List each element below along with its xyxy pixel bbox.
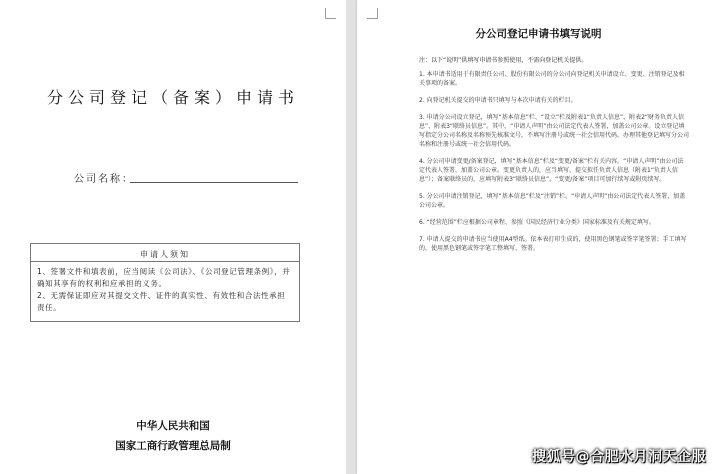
instruction-item: 2. 向登记机关提交的申请书只填写与本次申请有关的栏目。 bbox=[419, 97, 577, 104]
notice-list bbox=[37, 266, 293, 314]
instructions-list bbox=[419, 70, 689, 261]
applicant-notice-box bbox=[30, 243, 300, 322]
source-watermark: 搜狐号@合肥水月洞天企服 bbox=[532, 449, 706, 465]
document-title: 分公司登记（备案）申请书 bbox=[46, 88, 299, 107]
instruction-item: 6. “经营范围”栏应根据公司章程、参照《国民经济行业分类》国家标准及有关规定填写。 bbox=[419, 219, 655, 226]
notice-title: 申请人须知 bbox=[140, 250, 190, 259]
instruction-item: 3. 申请分公司设立登记，填写“基本信息”栏、“设立”栏及附表1“负责人信息”、附表2“财务负责人信息”、附表3“联络员信息”。其中，“申请人声明”由公司法定代表人签署，加盖公司公章。设立登记填写指定分公司名称及名称预先核准文号，不填写注册号或统一社会信用代码。办理其他登记填写分公司名称和注册号或统一社会信用代码。 bbox=[419, 114, 690, 148]
page-corner-mark bbox=[367, 8, 378, 19]
company-name-field[interactable] bbox=[130, 182, 298, 183]
instructions-page bbox=[357, 0, 720, 474]
issuer-country: 中华人民共和国 bbox=[136, 420, 210, 432]
notice-divider bbox=[31, 261, 299, 262]
instructions-title: 分公司登记申请书填写说明 bbox=[475, 28, 602, 40]
page-corner-mark bbox=[325, 8, 336, 19]
instructions-note: 注：以下“说明”供填写申请书参照使用，不需向登记机关提供。 bbox=[419, 57, 588, 64]
page-gap bbox=[346, 0, 357, 474]
instruction-item: 1. 本申请书适用于有限责任公司、股份有限公司的分公司向登记机关申请设立、变更、注销登记及相关事项的备案。 bbox=[419, 71, 685, 87]
issuer-authority: 国家工商行政管理总局制 bbox=[115, 440, 231, 452]
notice-item: 1、签署文件和填表前，应当阅读《公司法》、《公司登记管理条例》，并确知其享有的权利和应承担的义务。 bbox=[37, 267, 291, 288]
instruction-item: 7. 申请人提交的申请书应当使用A4型纸。依本表打印生成的，使用黑色钢笔或签字笔签署；手工填写的，使用黑色钢笔或签字笔工整填写、签署。 bbox=[419, 236, 687, 252]
notice-item: 2、无需保证即应对其提交文件、证件的真实性、有效性和合法性承担责任。 bbox=[37, 291, 286, 312]
instruction-item: 4. 分公司申请变更/备案登记，填写“基本信息”栏及“变更/备案”栏有关内容。“申请人声明”由公司法定代表人签署，加盖公司公章。变更负责人的，应当填写、提交拟任负责人信息（附表1“负责人信息”）；备案联络员的，应填写附表3“联络员信息”。“变更/备案”项目可加行续写或附页续写。 bbox=[419, 158, 684, 183]
form-cover-page bbox=[0, 0, 346, 474]
instruction-item: 5. 分公司申请注销登记，填写“基本信息”栏及“注销”栏。“申请人声明”由公司法定代表人签署，加盖公司公章。 bbox=[419, 193, 686, 209]
company-name-label: 公司名称： bbox=[74, 174, 134, 185]
